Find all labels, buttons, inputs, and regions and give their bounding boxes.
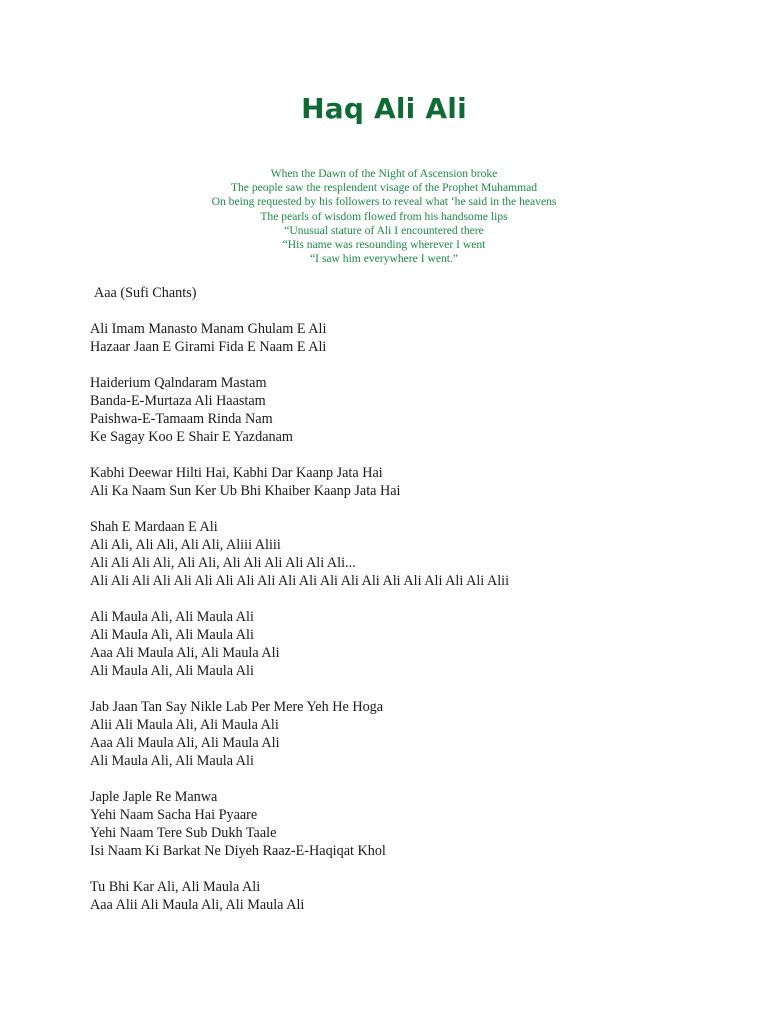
lyric-line: Jab Jaan Tan Say Nikle Lab Per Mere Yeh He Hoga [90, 699, 384, 715]
lyric-line: Paishwa-E-Tamaam Rinda Nam [90, 411, 273, 427]
stanza [90, 464, 730, 500]
lyric-line: Banda-E-Murtaza Ali Haastam [90, 393, 266, 409]
intro-line: “His name was resounding wherever I went [282, 238, 486, 252]
lyric-line: Alii Ali Maula Ali, Ali Maula Ali [90, 717, 279, 733]
lyric-line: Ali Ali, Ali Ali, Ali Ali, Aliii Aliii [90, 537, 281, 553]
intro-verse [0, 167, 768, 266]
intro-line: The pearls of wisdom flowed from his handsome lips [260, 209, 508, 223]
stanza [90, 320, 730, 356]
lyric-line: Hazaar Jaan E Girami Fida E Naam E Ali [90, 339, 327, 355]
lyric-line: Ali Ali Ali Ali, Ali Ali, Ali Ali Ali Ali Ali Ali... [90, 555, 356, 571]
lyric-line: Aaa Ali Maula Ali, Ali Maula Ali [90, 645, 280, 661]
lyric-line: Japle Japle Re Manwa [90, 789, 218, 805]
lyric-line: Ali Ali Ali Ali Ali Ali Ali Ali Ali Ali Ali Ali Ali Ali Ali Ali Ali Ali Ali Alii [90, 573, 510, 589]
lyric-line: Kabhi Deewar Hilti Hai, Kabhi Dar Kaanp Jata Hai [90, 465, 383, 481]
lyric-line: Ali Ka Naam Sun Ker Ub Bhi Khaiber Kaanp Jata Hai [90, 483, 401, 499]
stanza [90, 284, 730, 302]
lyric-line: Ali Imam Manasto Manam Ghulam E Ali [90, 321, 327, 337]
stanza [90, 878, 730, 914]
stanza [90, 698, 730, 770]
lyric-line: Haiderium Qalndaram Mastam [90, 375, 267, 391]
lyric-line: Tu Bhi Kar Ali, Ali Maula Ali [90, 879, 261, 895]
stanza [90, 788, 730, 860]
lyric-line: Ke Sagay Koo E Shair E Yazdanam [90, 429, 293, 445]
stanza [90, 374, 730, 446]
stanza [90, 608, 730, 680]
lyric-line: Ali Maula Ali, Ali Maula Ali [90, 609, 254, 625]
lyric-line: Isi Naam Ki Barkat Ne Diyeh Raaz-E-Haqiqat Khol [90, 843, 386, 859]
lyric-line: Aaa Ali Maula Ali, Ali Maula Ali [90, 735, 280, 751]
lyric-line: Ali Maula Ali, Ali Maula Ali [90, 753, 254, 769]
lyric-line: Ali Maula Ali, Ali Maula Ali [90, 627, 254, 643]
lyric-line: Ali Maula Ali, Ali Maula Ali [90, 663, 254, 679]
lyric-line: Yehi Naam Sacha Hai Pyaare [90, 807, 258, 823]
intro-line: On being requested by his followers to reveal what ‘he said in the heavens [211, 195, 557, 209]
lyric-line: Shah E Mardaan E Ali [90, 519, 218, 535]
intro-line: When the Dawn of the Night of Ascension broke [270, 167, 498, 180]
stanza [90, 518, 730, 590]
intro-line: “Unusual stature of Ali I encountered there [284, 223, 484, 237]
lyric-line: Aaa (Sufi Chants) [94, 285, 197, 301]
lyric-line: Yehi Naam Tere Sub Dukh Taale [90, 825, 277, 841]
lyrics-body [90, 284, 730, 932]
page-title: Haq Ali Ali [301, 92, 467, 125]
intro-line: “I saw him everywhere I went.” [309, 252, 459, 266]
lyric-line: Aaa Alii Ali Maula Ali, Ali Maula Ali [90, 897, 305, 913]
intro-line: The people saw the resplendent visage of the Prophet Muhammad [230, 181, 538, 195]
